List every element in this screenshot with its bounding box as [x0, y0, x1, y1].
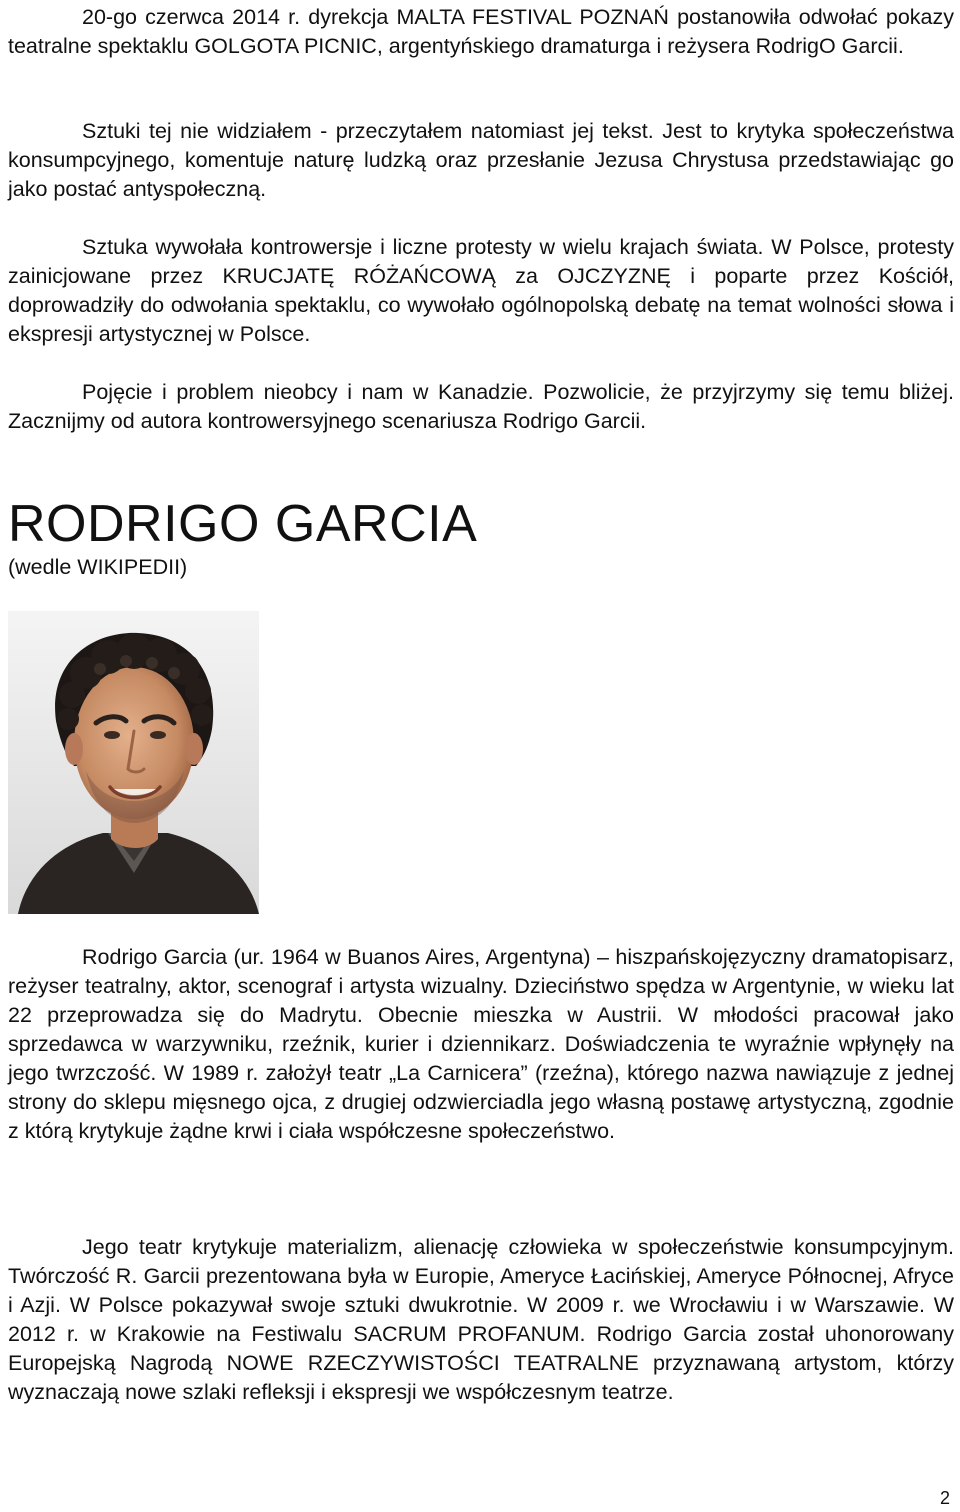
page-number: 2: [940, 1488, 951, 1508]
paragraph-canada: Pojęcie i problem nieobcy i nam w Kanadzie. Pozwolicie, że przyjrzymy się temu bliżej. Zacznijmy od autora kontrowersyjnego scenariusza Rodrigo Garcii.: [8, 380, 954, 433]
paragraph-intro: 20-go czerwca 2014 r. dyrekcja MALTA FESTIVAL POZNAŃ postanowiła odwołać pokazy teatralne spektaklu GOLGOTA PICNIC, argentyńskiego dramaturga i reżysera RodrigO Garcii.: [8, 5, 954, 58]
paragraph-controversy: Sztuka wywołała kontrowersje i liczne protesty w wielu krajach świata. W Polsce, protesty zainicjowane przez KRUCJATĘ RÓŻAŃCOWĄ za OJCZYZNĘ i poparte przez Kościół, doprowadziły do odwołania spektaklu, co wywołało ogólnopolską debatę na temat wolności słowa i ekspresji artystycznej w Polsce.: [8, 235, 954, 346]
paragraph-biography: Rodrigo Garcia (ur. 1964 w Buanos Aires, Argentyna) – hiszpańskojęzyczny dramatopisarz, reżyser teatralny, aktor, scenograf i artysta wizualny. Dzieciństwo spędza w Argentynie, w wieku lat 22 przeprowadza się do Madrytu. Obecnie mieszka w Austrii. W młodości pracował jako sprzedawca w warzywniku, rzeźnik, kurier i dziennikarz. Doświadczenia te wyraźnie wpłynęły na jego twrzczość. W 1989 r. założył teatr „La Carnicera” (rzeźna), którego nazwa nawiązuje z jednej strony do sklepu mięsnego ojca, z drugiej odzwierciadla jego własną postawę artystyczną, zgodnie z którą krytykuje żądne krwi i ciała współczesne społeczeństwo.: [8, 945, 954, 1143]
paragraph-play-review: Sztuki tej nie widziałem - przeczytałem natomiast jej tekst. Jest to krytyka społeczeństwa konsumpcyjnego, komentuje naturę ludzką oraz przesłanie Jezusa Chrystusa przedstawiając go jako postać antyspołeczną.: [8, 119, 954, 201]
page-title: RODRIGO GARCIA: [8, 495, 478, 553]
paragraph-theatre: Jego teatr krytykuje materializm, alienację człowieka w społeczeństwie konsumpcyjnym. Twórczość R. Garcii prezentowana była w Europie, Ameryce Łacińskiej, Ameryce Północnej, Afryce i Azji. W Polsce pokazywał swoje sztuki dwukrotnie. W 2009 r. we Wrocławiu i w Warszawie. W 2012 r. w Krakowie na Festiwalu SACRUM PROFANUM. Rodrigo Garcia został uhonorowany Europejską Nagrodą NOWE RZECZYWISTOŚCI TEATRALNE przyznawaną artystom, którzy wyznaczają nowe szlaki refleksji i ekspresji we współczesnym teatrze.: [8, 1235, 954, 1404]
page-subtitle: (wedle WIKIPEDII): [8, 555, 188, 579]
portrait-photo: [8, 611, 259, 914]
portrait-illustration: [8, 611, 259, 914]
